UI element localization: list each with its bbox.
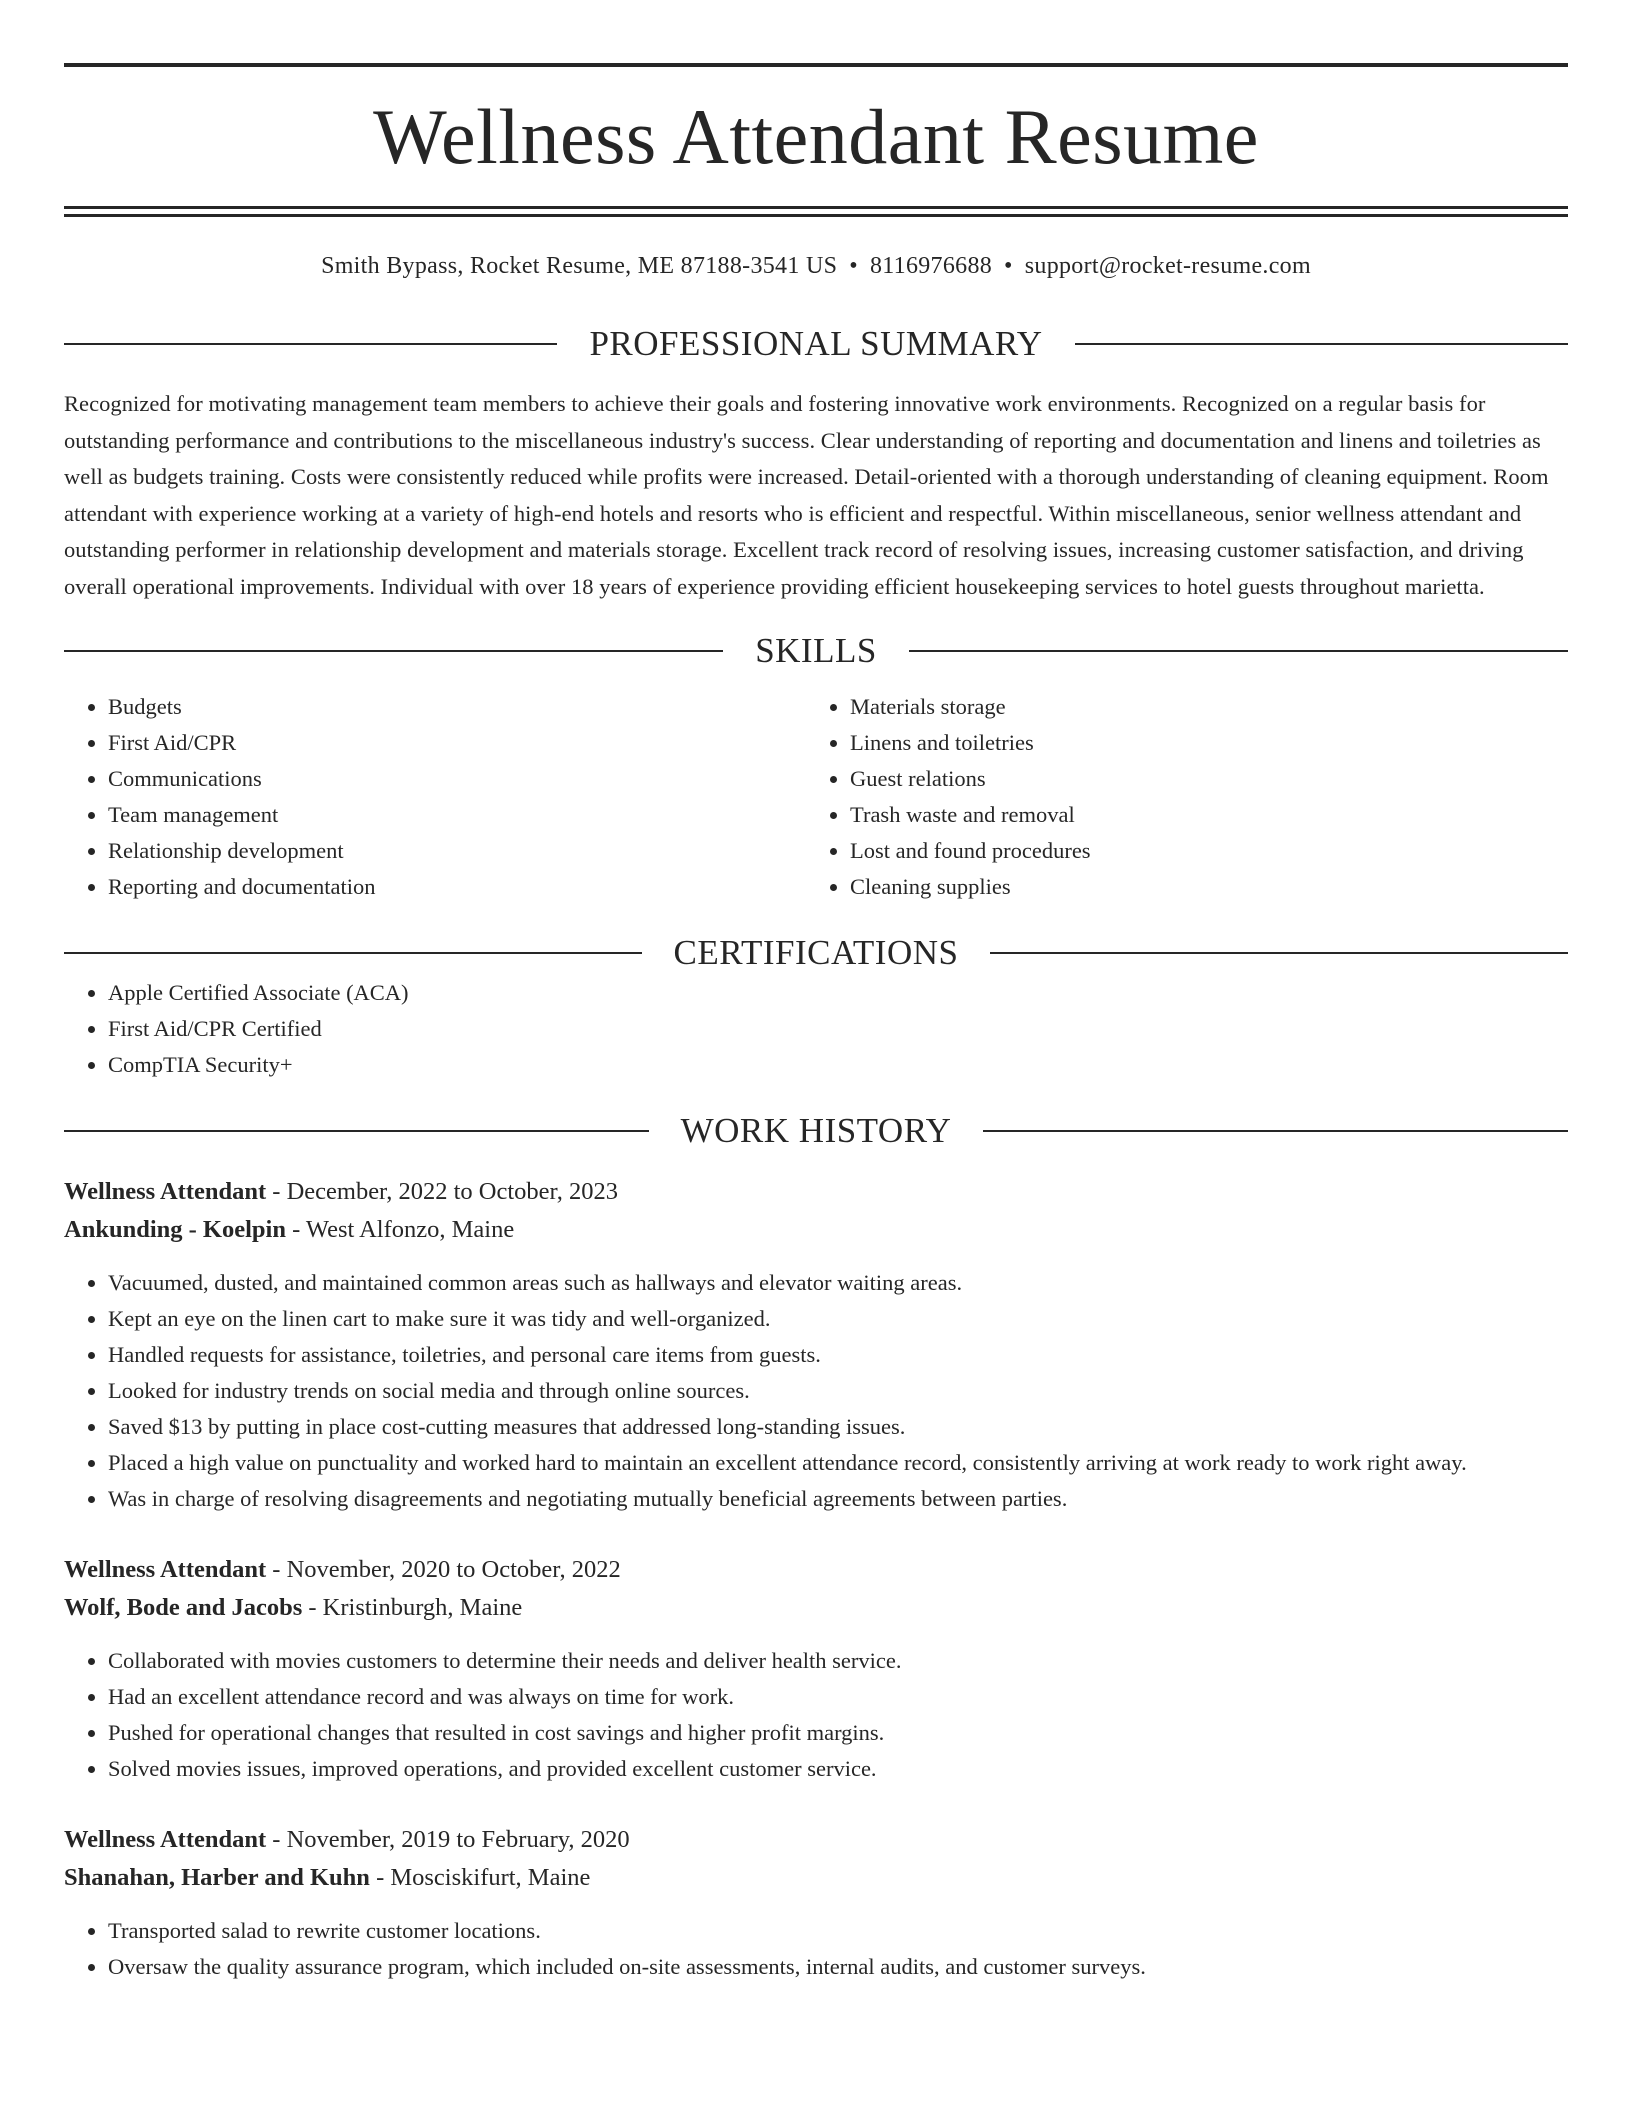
- job-title: Wellness Attendant: [64, 1826, 267, 1853]
- skill-item: • Team management: [108, 797, 806, 833]
- summary-text: Recognized for motivating management team members to achieve their goals and fostering innovative work environments. Recognized on a regular basis for outstanding performance and contributions to the miscellaneous industry's success. Clear understanding of reporting and documentation and linens and toiletries as well as budgets training. Costs were consistently reduced while profits were increased. Detail-oriented with a thorough understanding of cleaning equipment. Room attendant with experience working at a variety of high-end hotels and resorts who is efficient and respectful. Within miscellaneous, senior wellness attendant and outstanding performer in relationship development and materials storage. Excellent track record of resolving issues, increasing customer satisfaction, and driving overall operational improvements. Individual with over 18 years of experience providing efficient housekeeping services to hotel guests throughout marietta.: [64, 391, 1549, 599]
- job-duty: • Kept an eye on the linen cart to make sure it was tidy and well-organized.: [108, 1301, 1568, 1337]
- job-title-line: [64, 1551, 1568, 1589]
- job-duties-list: [64, 1913, 1568, 1985]
- skill-item: • Reporting and documentation: [108, 869, 806, 905]
- job-duty: • Oversaw the quality assurance program, which included on-site assessments, internal audits, and customer surveys.: [108, 1949, 1568, 1985]
- certifications-list: [64, 975, 1568, 1083]
- skills-right-column: [806, 689, 1548, 905]
- certification-item: • CompTIA Security+: [108, 1047, 1568, 1083]
- job-duty: • Vacuumed, dusted, and maintained common areas such as hallways and elevator waiting areas.: [108, 1265, 1568, 1301]
- job-dates: - November, 2019 to February, 2020: [266, 1826, 630, 1853]
- job-title-line: [64, 1821, 1568, 1859]
- resume-page: [64, 0, 1568, 1985]
- certifications-section-heading: [64, 931, 1568, 975]
- job-duty: • Saved $13 by putting in place cost-cutting measures that addressed long-standing issues.: [108, 1409, 1568, 1445]
- summary-section-heading: [64, 322, 1568, 366]
- job-entry: [64, 1551, 1568, 1787]
- certifications-heading-label: CERTIFICATIONS: [673, 933, 959, 972]
- heading-rule: [64, 650, 723, 652]
- job-entry: [64, 1821, 1568, 1985]
- work-history-heading-label: WORK HISTORY: [680, 1111, 952, 1150]
- job-dates: - November, 2020 to October, 2022: [266, 1556, 621, 1583]
- skill-item: • Lost and found procedures: [850, 833, 1548, 869]
- heading-rule: [64, 343, 557, 345]
- skills-section-heading: [64, 629, 1568, 673]
- heading-rule: [64, 1130, 649, 1132]
- job-location: - Kristinburgh, Maine: [302, 1594, 523, 1621]
- heading-rule: [64, 952, 642, 954]
- skill-item: • Relationship development: [108, 833, 806, 869]
- skills-heading-label: SKILLS: [755, 631, 877, 670]
- job-duty: • Pushed for operational changes that resulted in cost savings and higher profit margins.: [108, 1715, 1568, 1751]
- skill-item: • Materials storage: [850, 689, 1548, 725]
- contact-separator: •: [849, 253, 858, 279]
- job-title: Wellness Attendant: [64, 1178, 267, 1205]
- job-duty: • Looked for industry trends on social media and through online sources.: [108, 1373, 1568, 1409]
- job-title: Wellness Attendant: [64, 1556, 267, 1583]
- header-top-rule: [64, 63, 1568, 67]
- job-location: - West Alfonzo, Maine: [285, 1216, 515, 1243]
- skill-item: • First Aid/CPR: [108, 725, 806, 761]
- heading-rule: [990, 952, 1568, 954]
- job-dates: - December, 2022 to October, 2023: [266, 1178, 618, 1205]
- skill-item: • Communications: [108, 761, 806, 797]
- skill-item: • Trash waste and removal: [850, 797, 1548, 833]
- job-duty: • Handled requests for assistance, toiletries, and personal care items from guests.: [108, 1337, 1568, 1373]
- contact-line: [64, 250, 1568, 282]
- skills-left-list: [64, 689, 806, 905]
- job-location: - Mosciskifurt, Maine: [369, 1864, 591, 1891]
- skills-right-list: [806, 689, 1548, 905]
- skills-columns: [64, 689, 1568, 905]
- job-duty: • Collaborated with movies customers to determine their needs and deliver health service.: [108, 1643, 1568, 1679]
- job-duty: • Had an excellent attendance record and was always on time for work.: [108, 1679, 1568, 1715]
- summary-heading-label: PROFESSIONAL SUMMARY: [589, 324, 1043, 363]
- certification-item: • Apple Certified Associate (ACA): [108, 975, 1568, 1011]
- job-company-line: [64, 1211, 1568, 1249]
- job-company: Ankunding - Koelpin: [64, 1216, 286, 1243]
- heading-rule: [1075, 343, 1568, 345]
- header-double-rule: [64, 206, 1568, 217]
- resume-title: Wellness Attendant Resume: [373, 93, 1259, 180]
- certification-item: • First Aid/CPR Certified: [108, 1011, 1568, 1047]
- job-duty: • Transported salad to rewrite customer locations.: [108, 1913, 1568, 1949]
- heading-rule: [983, 1130, 1568, 1132]
- job-entry: [64, 1173, 1568, 1517]
- skills-left-column: [64, 689, 806, 905]
- job-duties-list: [64, 1265, 1568, 1517]
- contact-separator: •: [1004, 253, 1013, 279]
- job-title-line: [64, 1173, 1568, 1211]
- work-history-section-heading: [64, 1109, 1568, 1153]
- job-company-line: [64, 1859, 1568, 1897]
- heading-rule: [909, 650, 1568, 652]
- contact-address: Smith Bypass, Rocket Resume, ME 87188-3541 US: [321, 253, 838, 279]
- skill-item: • Linens and toiletries: [850, 725, 1548, 761]
- contact-email[interactable]: support@rocket-resume.com: [1024, 253, 1311, 279]
- job-company: Wolf, Bode and Jacobs: [64, 1594, 303, 1621]
- contact-phone: 8116976688: [869, 253, 993, 279]
- job-duties-list: [64, 1643, 1568, 1787]
- skill-item: • Budgets: [108, 689, 806, 725]
- job-duty: • Was in charge of resolving disagreements and negotiating mutually beneficial agreements between parties.: [108, 1481, 1568, 1517]
- job-duty: • Solved movies issues, improved operations, and provided excellent customer service.: [108, 1751, 1568, 1787]
- skill-item: • Guest relations: [850, 761, 1548, 797]
- skill-item: • Cleaning supplies: [850, 869, 1548, 905]
- job-company-line: [64, 1589, 1568, 1627]
- job-duty: • Placed a high value on punctuality and worked hard to maintain an excellent attendance record, consistently arriving at work ready to work right away.: [108, 1445, 1568, 1481]
- job-company: Shanahan, Harber and Kuhn: [64, 1864, 370, 1891]
